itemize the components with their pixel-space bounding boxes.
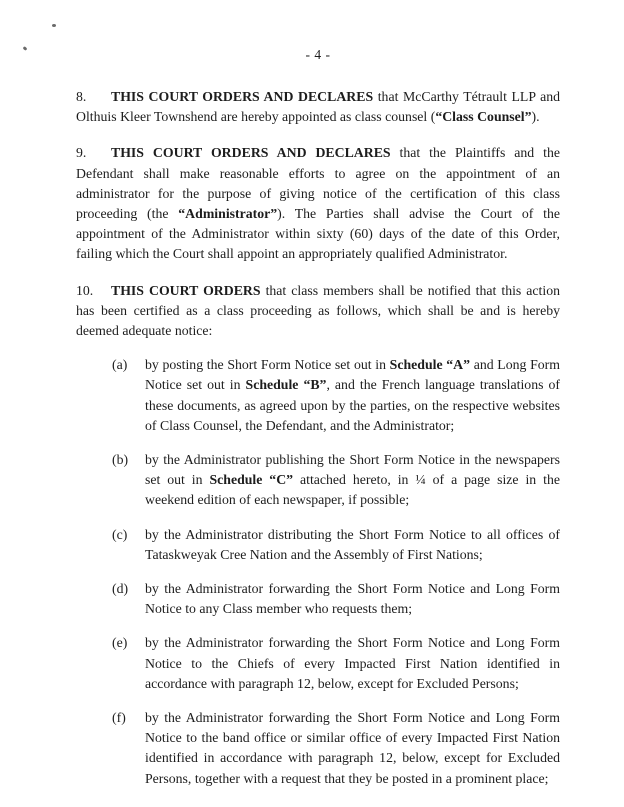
- paragraph-8-defined-term: “Class Counsel”: [435, 109, 532, 125]
- scan-speck: [52, 24, 56, 27]
- paragraph-9-defined-term: “Administrator”: [178, 206, 278, 222]
- subparagraph-e-seg: by the Administrator forwarding the Short Form Notice and Long Form Notice to the Chiefs of every Impacted First Nation identified in accordance with paragraph 12, below, except for Excluded Persons;: [145, 635, 560, 691]
- subparagraph-e-text: [145, 633, 560, 694]
- subparagraph-b-seg: by the Administrator publishing the Short Form Notice in the newspapers set out in: [145, 452, 560, 488]
- page-number: - 4 -: [305, 47, 331, 62]
- subparagraph-d: [76, 579, 560, 619]
- subparagraph-a-seg: , and the French language translations of these documents, as agreed upon by the parties, on the respective websites of Class Counsel, the Defendant, and the Administrator;: [145, 377, 560, 433]
- subparagraph-c-letter: (c): [112, 526, 128, 542]
- subparagraph-a-letter: (a): [112, 357, 128, 373]
- paragraph-9-text: that the Plaintiffs and the Defendant shall make reasonable efforts to agree on the appointment of an administrator for the purpose of giving notice of the certification of this class proceeding (the: [76, 145, 560, 222]
- subparagraph-c-seg: by the Administrator distributing the Short Form Notice to all offices of Tataskweyak Cree Nation and the Assembly of First Nations;: [145, 526, 560, 562]
- paragraph-9-number: 9.: [76, 145, 87, 161]
- paragraph-9-text-end: ). The Parties shall advise the Court of the appointment of the Administrator within sixty (60) days of the date of this Order, failing which the Court shall appoint an appropriately qualified Administrator.: [76, 206, 561, 262]
- subparagraph-b: [76, 450, 560, 511]
- paragraph-10: [76, 281, 560, 342]
- paragraph-8-text-end: ).: [531, 109, 540, 125]
- paragraph-8-number: 8.: [76, 89, 87, 104]
- subparagraph-a-seg: by posting the Short Form Notice set out in: [145, 357, 390, 373]
- paragraph-9-orders-declaration: THIS COURT ORDERS AND DECLARES: [111, 145, 391, 161]
- subparagraph-a-schedule-a: Schedule “A”: [389, 357, 471, 373]
- subparagraph-d-seg: by the Administrator forwarding the Short Form Notice and Long Form Notice to any Class member who requests them;: [145, 581, 560, 617]
- subparagraph-b-seg: attached hereto, in ¼ of a page size in the weekend edition of each newspaper, if possible;: [145, 472, 560, 508]
- subparagraph-f: [76, 708, 560, 789]
- subparagraph-f-text: [145, 708, 560, 789]
- paragraph-10-text: that class members shall be notified that this action has been certified as a class proceeding as follows, which shall be and is hereby deemed adequate notice:: [76, 282, 561, 339]
- paragraph-9: [76, 143, 560, 264]
- subparagraph-b-schedule-c: Schedule “C”: [209, 472, 294, 488]
- subparagraph-a: [76, 355, 560, 436]
- subparagraph-c-text: [145, 525, 560, 565]
- paragraph-8-text: that McCarthy Tétrault LLP and Olthuis Kleer Townshend are hereby appointed as class counsel (: [76, 89, 560, 125]
- subparagraph-c: [76, 525, 560, 565]
- subparagraph-a-text: [145, 355, 560, 436]
- subparagraph-e-letter: (e): [112, 635, 128, 651]
- subparagraph-a-schedule-b: Schedule “B”: [245, 377, 327, 393]
- scan-speck: [23, 46, 28, 51]
- subparagraph-f-seg: by the Administrator forwarding the Short Form Notice and Long Form Notice to the band office or similar office of every Impacted First Nation identified in accordance with paragraph 12, below, except for Excluded Persons, together with a request that they be posted in a prominent place;: [145, 710, 560, 786]
- subparagraph-b-letter: (b): [112, 452, 129, 468]
- subparagraph-b-text: [145, 450, 560, 511]
- paragraph-10-number: 10.: [76, 282, 94, 298]
- paragraph-8-orders-declaration: THIS COURT ORDERS AND DECLARES: [111, 89, 374, 104]
- subparagraph-e: [76, 633, 560, 694]
- subparagraph-d-text: [145, 579, 560, 619]
- subparagraph-d-letter: (d): [112, 581, 129, 597]
- subparagraph-a-seg: and Long Form Notice set out in: [145, 357, 560, 393]
- paragraph-10-orders-declaration: THIS COURT ORDERS: [111, 282, 261, 298]
- subparagraph-f-letter: (f): [112, 710, 126, 726]
- paragraph-8: [76, 87, 560, 127]
